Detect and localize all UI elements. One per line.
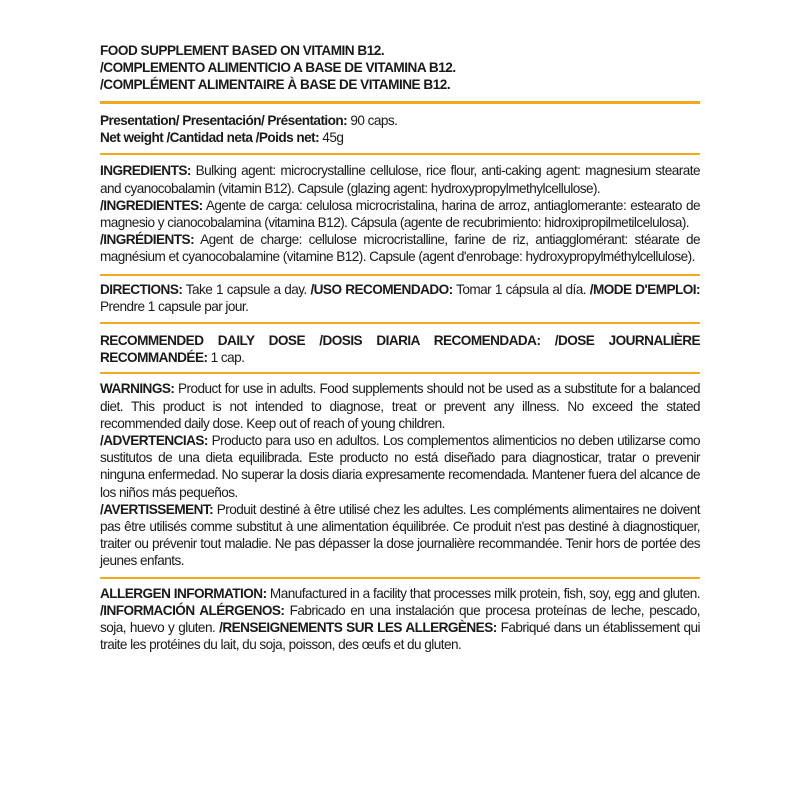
directions-text [100,281,700,315]
ingredients-fr-label: /INGRÉDIENTS: [100,232,195,248]
warnings-divider [100,577,700,579]
presentation-value: 90 caps. [347,113,398,128]
warnings-section [100,380,700,569]
allergen-fr-label: /RENSEIGNEMENTS SUR LES ALLERGÈNES: [219,620,497,636]
ingredients-es-label: /INGREDIENTES: [100,197,203,213]
title-divider [100,101,700,104]
title-en: FOOD SUPPLEMENT BASED ON VITAMIN B12. [100,43,385,58]
daily-dose-section [100,332,700,366]
warnings-es [100,432,700,501]
presentation-line [100,112,700,129]
daily-dose-label: RECOMMENDED DAILY DOSE /DOSIS DIARIA RECOMENDADA: /DOSE JOURNALIÈRE RECOMMANDÉE: [100,333,700,366]
allergen-en-text: Manufactured in a facility that processes milk protein, fish, soy, egg and gluten. [266,585,701,601]
warnings-en [100,380,700,432]
ingredients-en [100,162,700,196]
ingredients-es [100,197,700,231]
warnings-es-text: Producto para uso en adultos. Los complementos alimenticios no deben utilizarse como sustitutos de una dieta equilibrada. Este producto no está diseñado para diagnosticar, tratar o prevenir ninguna enfermedad. No superar la dosis diaria expresamente recomendada. Mantener fuera del alcance de los niños más pequeños. [100,433,700,500]
presentation-divider [100,153,700,155]
allergen-text [100,585,700,654]
daily-dose-value: 1 cap. [207,350,245,366]
supplement-label [100,40,700,653]
directions-en-text: Take 1 capsule a day. [182,281,311,297]
net-weight-line [100,129,700,146]
warnings-es-label: /ADVERTENCIAS: [100,433,208,449]
warnings-fr-text: Produit destiné à être utilisé chez les adultes. Les compléments alimentaires ne doivent pas être utilisés comme substitut à une alimentation équilibrée. Ce produit n'est pas destiné à diagnostiquer, traiter ou prévenir tout maladie. Ne pas dépasser la dose journalière recommandée. Tenir hors de portée des jeunes enfants. [100,501,700,569]
allergen-section [100,585,700,654]
directions-es-text: Tomar 1 cápsula al día. [452,281,590,297]
presentation-section [100,112,700,146]
ingredients-section [100,162,700,265]
allergen-es-text: Fabricado en una instalación que procesa proteínas de leche, pescado, soja, huevo y gluten. [100,602,700,636]
warnings-fr [100,501,700,570]
ingredients-fr-text: Agent de charge: cellulose microcristalline, farine de riz, antiagglomérant: stéarate de magnésium et cyanocobalamine (vitamine B12). Capsule (agent d'enrobage: hydroxypropylméthylcellulose). [100,232,700,265]
title-es: /COMPLEMENTO ALIMENTICIO A BASE DE VITAMINA B12. [100,60,456,75]
net-weight-value: 45g [319,130,344,146]
directions-fr-text: Prendre 1 capsule par jour. [100,298,249,314]
allergen-fr-text: Fabriqué dans un établissement qui traite les protéines du lait, du soja, poisson, des œufs et du gluten. [100,620,700,653]
daily-dose-line [100,332,700,366]
ingredients-en-label: INGREDIENTS: [100,163,191,179]
ingredients-fr [100,231,700,265]
warnings-fr-label: /AVERTISSEMENT: [100,501,214,517]
product-title [100,42,700,93]
ingredients-es-text: Agente de carga: celulosa microcristalina, harina de arroz, antiaglomerante: estearato de magnesio y cianocobalamina (vitamina B12). Cápsula (agente de recubrimiento: hidroxipropilmetilcelulosa). [100,197,700,231]
ingredients-divider [100,274,700,276]
directions-en-label: DIRECTIONS: [100,281,183,297]
allergen-es-label: /INFORMACIÓN ALÉRGENOS: [100,602,285,618]
allergen-en-label: ALLERGEN INFORMATION: [100,585,267,601]
directions-fr-label: /MODE D'EMPLOI: [589,281,701,297]
title-fr: /COMPLÉMENT ALIMENTAIRE À BASE DE VITAMINE B12. [100,77,451,92]
presentation-label: Presentation/ Presentación/ Présentation: [100,113,348,128]
directions-section [100,281,700,315]
daily-dose-divider [100,372,700,374]
warnings-en-label: WARNINGS: [100,381,175,397]
ingredients-en-text: Bulking agent: microcrystalline cellulose, rice flour, anti-caking agent: magnesium stearate and cyanocobalamin (vitamin B12). Capsule (glazing agent: hydroxypropylmethylcellulose). [100,163,700,196]
warnings-en-text: Product for use in adults. Food supplements should not be used as a substitute for a balanced diet. This product is not intended to diagnose, treat or prevent any illness. No exceed the stated recommended daily dose. Keep out of reach of young children. [100,381,700,431]
directions-divider [100,322,700,324]
net-weight-label: Net weight /Cantidad neta /Poids net: [100,130,320,146]
directions-es-label: /USO RECOMENDADO: [310,281,453,297]
